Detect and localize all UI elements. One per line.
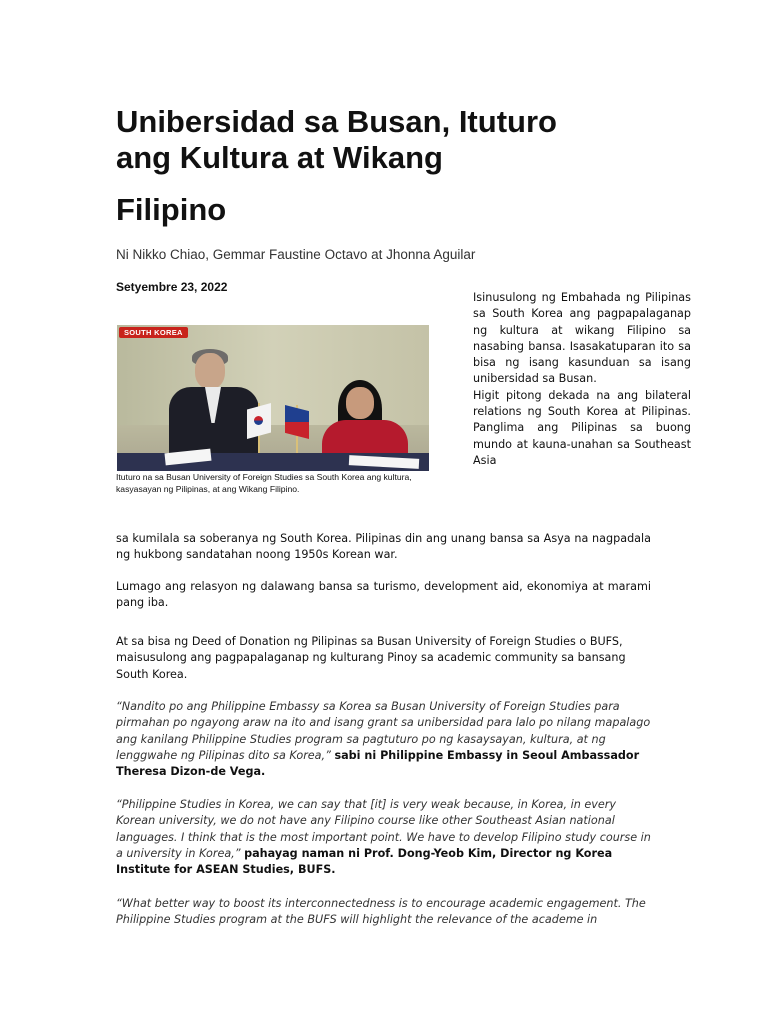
photo-man-head	[195, 353, 225, 389]
article-title	[116, 104, 676, 228]
body-paragraph-2: Lumago ang relasyon ng dalawang bansa sa turismo, development aid, ekonomiya at marami pang iba.	[116, 580, 651, 610]
right-column-paragraph-1: Isinusulong ng Embahada ng Pilipinas sa South Korea ang pagpapalaganap ng kultura at wikang Filipino sa nasabing bansa. Isasakatuparan ito sa bisa ng isang kasunduan sa isang unibersidad sa Busan.	[473, 291, 691, 386]
title-line-2: ang Kultura at Wikang	[116, 140, 443, 175]
quote-ambassador	[116, 699, 651, 780]
right-column-text	[473, 290, 691, 469]
right-column-paragraph-2: Higit pitong dekada na ang bilateral relations ng South Korea at Pilipinas. Panglima ang Pilipinas sa buong mundo at kauna-unahan sa Southeast Asia	[473, 388, 691, 467]
article-byline: Ni Nikko Chiao, Gemmar Faustine Octavo at Jhonna Aguilar	[116, 247, 476, 262]
photo-caption: Ituturo na sa Busan University of Foreign Studies sa South Korea ang kultura, kasyasayan ng Pilipinas, at ang Wikang Filipino.	[116, 472, 412, 494]
quote-academic-engagement-text: “What better way to boost its interconnectedness is to encourage academic engagement. The Philippine Studies program at the BUFS will highlight the relevance of the academe in	[116, 897, 646, 927]
quote-professor-text: “Philippine Studies in Korea, we can say that [it] is very weak because, in Korea, in every Korean university, we do not have any Filipino course like other Southeast Asian national languages. I think that is the most important point. We have to develop Filipino study course in a university in Korea,”	[116, 798, 651, 860]
quote-professor	[116, 797, 651, 878]
body-paragraph-1: sa kumilala sa soberanya ng South Korea. Pilipinas din ang unang bansa sa Asya na nagpadala ng hukbong sandatahan noong 1950s Korean war.	[116, 532, 651, 562]
quote-academic-engagement	[116, 896, 651, 929]
quote-ambassador-text: “Nandito po ang Philippine Embassy sa Korea sa Busan University of Foreign Studies para pirmahan po ngayong araw na ito and isang grant sa unibersidad para lalo po nilang mapalago ang kanilang Philippine Studies program sa pagtuturo po ng kasaysayan, kultura, at ng lenggwahe ng Pilipinas dito sa Korea,”	[116, 700, 651, 762]
title-line-3: Filipino	[116, 192, 227, 227]
title-line-1: Unibersidad sa Busan, Ituturo	[116, 104, 557, 139]
body-paragraph-3: At sa bisa ng Deed of Donation ng Pilipinas sa Busan University of Foreign Studies o BUFS, maisusulong ang pagpapalaganap ng kulturang Pinoy sa academic community sa bansang South Korea.	[116, 635, 626, 681]
photo-woman-face	[346, 387, 374, 419]
photo-location-tag: SOUTH KOREA	[119, 327, 188, 338]
quote-professor-attribution: pahayag naman ni Prof. Dong-Yeob Kim, Director ng Korea Institute for ASEAN Studies, BUFS.	[116, 846, 613, 877]
article-photo	[117, 325, 429, 471]
article-date: Setyembre 23, 2022	[116, 280, 228, 294]
quote-ambassador-attribution: sabi ni Philippine Embassy in Seoul Ambassador Theresa Dizon-de Vega.	[116, 748, 640, 779]
photo-background	[117, 325, 429, 425]
